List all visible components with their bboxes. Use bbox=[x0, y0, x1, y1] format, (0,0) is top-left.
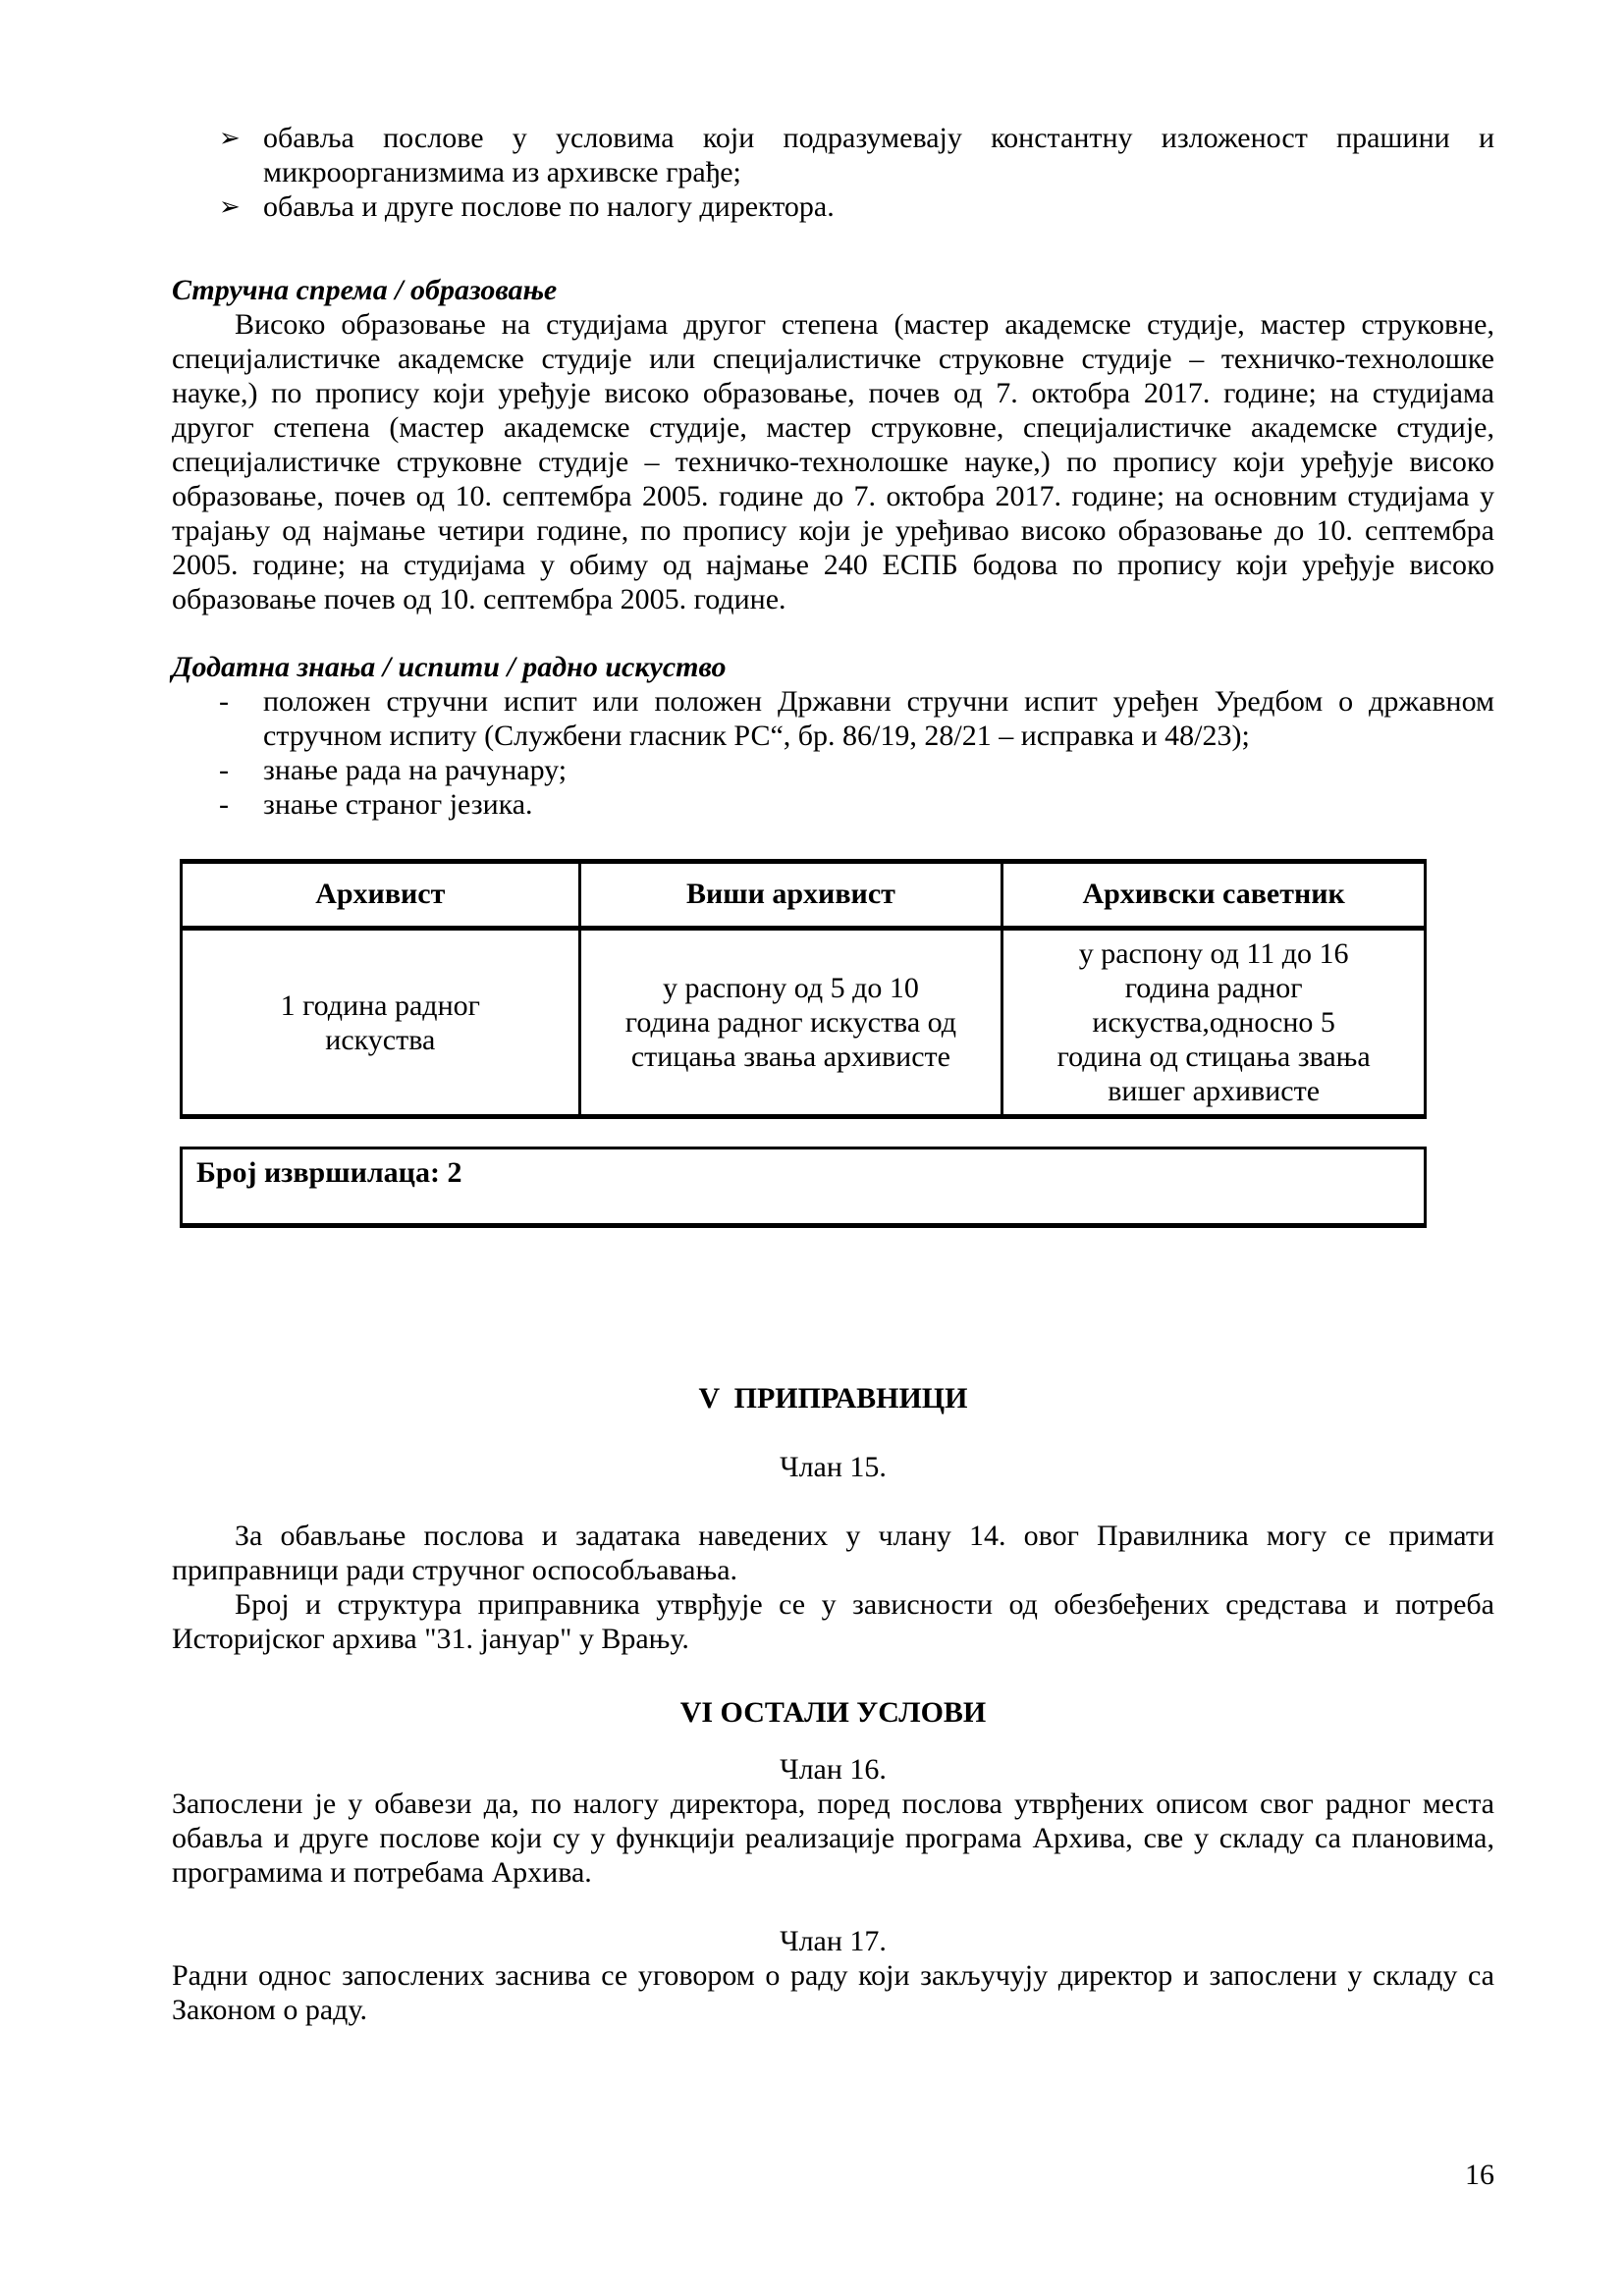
arrow-bullet-icon: ➢ bbox=[219, 192, 241, 221]
arrow-bullet-icon: ➢ bbox=[219, 124, 241, 152]
dash-list-text: положен стручни испит или положен Државни стручни испит уређен Уредбом о државном стручном испиту (Службени гласник РС“, бр. 86/19, 28/21 – исправка и 48/23); bbox=[263, 685, 1494, 752]
table-cell-arhivist: 1 година радног искуства bbox=[182, 929, 580, 1117]
article-16-paragraph: Запослени је у обавези да, по налогу директора, поред послова утврђених описом свог радног места обавља и друге послове који су у функцији реализације програма Архива, све у складу са плановима, програмима и потребама Архива. bbox=[172, 1788, 1494, 1889]
executors-count-box bbox=[180, 1147, 1427, 1228]
dash-list-item bbox=[172, 787, 1494, 822]
experience-table-header bbox=[182, 862, 1426, 929]
qualification-heading: Стручна спрема / образовање bbox=[172, 274, 558, 306]
dash-bullet-icon: - bbox=[219, 754, 229, 786]
dash-list-item bbox=[172, 684, 1494, 753]
article-15-paragraph-1: За обављање послова и задатака наведених у члану 14. овог Правилника могу се примати приправници ради стручног оспособљавања. bbox=[172, 1520, 1494, 1586]
arrow-bullet-text: обавља и друге послове по налогу директора. bbox=[263, 190, 835, 223]
experience-table-body bbox=[182, 929, 1426, 1117]
qualification-paragraph: Високо образовање на студијама другог степена (мастер академске студије, мастер струковне, специјалистичке академске студије или специјалистичке струковне студије – техничко-технолошке науке,) по пропису који уређује високо образовање, почев од 7. октобра 2017. године; на студијама другог степена (мастер академске студије, мастер струковне, специјалистичке академске студије, специјалистичке струковне студије – техничко-технолошке науке,) по пропису који уређује високо образовање, почев од 10. септембра 2005. године до 7. октобра 2017. године; на основним студијама у трајању од најмање четири године, по пропису који је уређивао високо образовање до 10. септембра 2005. године; на студијама у обиму од најмање 240 ЕСПБ бодова по пропису који уређује високо образовање почев од 10. септембра 2005. године. bbox=[172, 308, 1494, 615]
dash-bullet-icon: - bbox=[219, 788, 229, 821]
experience-table bbox=[180, 859, 1427, 1119]
table-header-row bbox=[182, 862, 1426, 929]
section-v-title: V ПРИПРАВНИЦИ bbox=[698, 1382, 968, 1415]
column-header-visi-arhivist: Виши архивист bbox=[579, 862, 1002, 929]
column-header-arhivski-savetnik: Архивски саветник bbox=[1002, 862, 1426, 929]
table-cell-arhivski-savetnik: у распону од 11 до 16 година радног искуства,односно 5 година од стицања звања вишег архивисте bbox=[1002, 929, 1426, 1117]
executors-count-label: Број извршилаца: 2 bbox=[196, 1156, 462, 1189]
page-number: 16 bbox=[1465, 2159, 1494, 2191]
additional-knowledge-heading: Додатна знања / испити / радно искуство bbox=[172, 651, 727, 683]
arrow-bullet-text: обавља послове у условима који подразумевају константну изложеност прашини и микроорганизмима из архивске грађе; bbox=[263, 122, 1494, 188]
article-15-paragraph-2: Број и структура приправника утврђује се у зависности од обезбеђених средстава и потреба Историјског архива "31. јануар" у Врању. bbox=[172, 1588, 1494, 1655]
table-row bbox=[182, 929, 1426, 1117]
dash-list-item bbox=[172, 753, 1494, 787]
dash-bullet-icon: - bbox=[219, 685, 229, 718]
column-header-arhivist: Архивист bbox=[182, 862, 580, 929]
section-vi-title: VI ОСТАЛИ УСЛОВИ bbox=[679, 1696, 987, 1729]
arrow-bullet-item bbox=[172, 189, 1494, 224]
article-16-heading: Члан 16. bbox=[780, 1753, 887, 1786]
dash-list-text: знање рада на рачунару; bbox=[263, 754, 568, 786]
article-17-heading: Члан 17. bbox=[780, 1925, 887, 1957]
table-cell-visi-arhivist: у распону од 5 до 10 година радног искуства од стицања звања архивисте bbox=[579, 929, 1002, 1117]
dash-list-text: знање страног језика. bbox=[263, 788, 533, 821]
arrow-bullet-item bbox=[172, 121, 1494, 189]
article-15-heading: Члан 15. bbox=[780, 1451, 887, 1483]
article-17-paragraph: Радни однос запослених заснива се уговором о раду који закључују директор и запослени у складу са Законом о раду. bbox=[172, 1959, 1494, 2026]
